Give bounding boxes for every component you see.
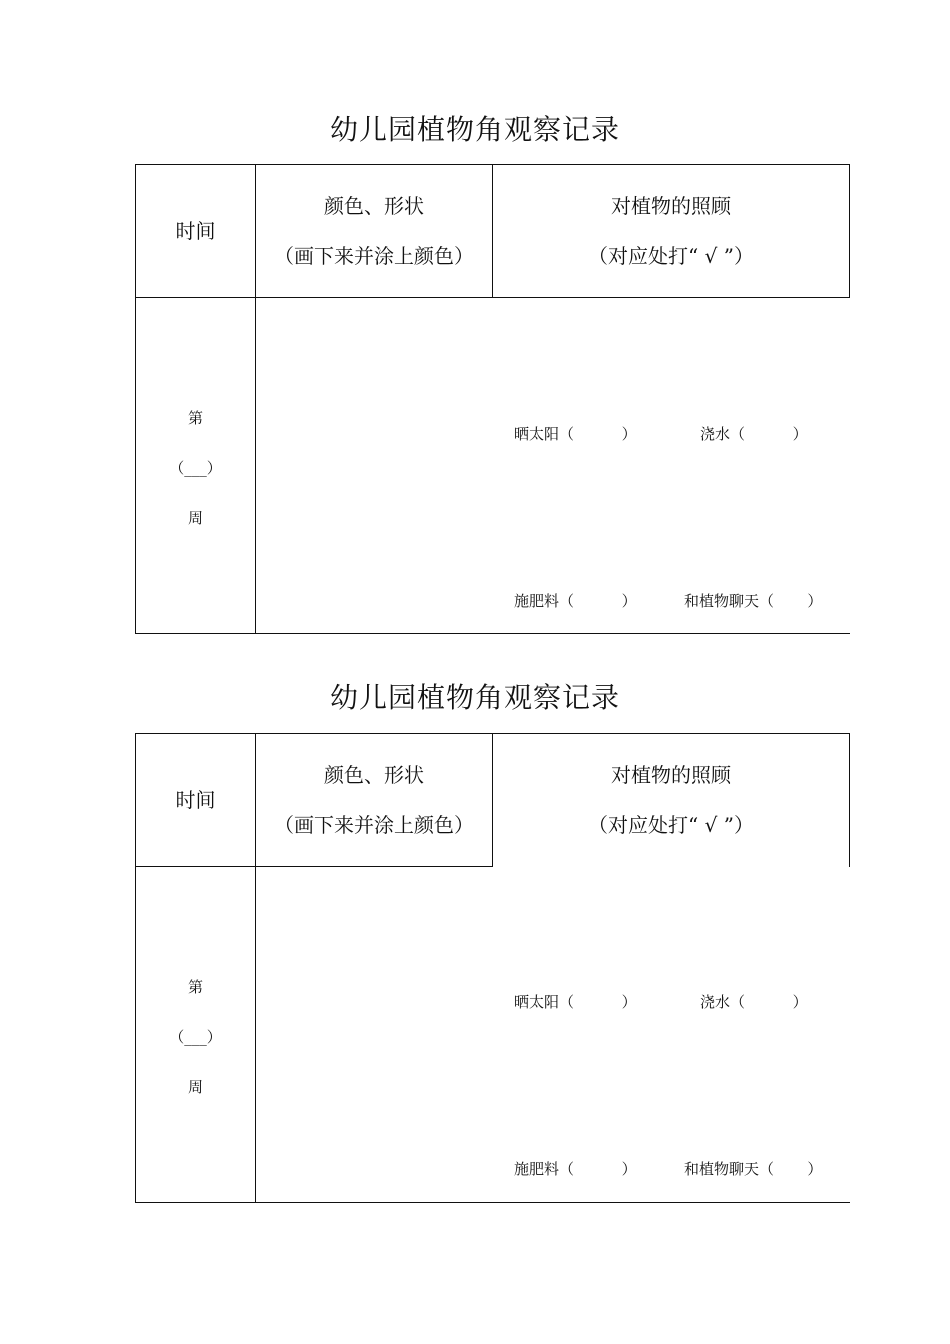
week-suffix: 周 [187,509,203,527]
week-number-blank[interactable]: （___） [169,1028,222,1046]
header-care-note: （对应处打“ √ ”） [588,244,754,268]
care-item-fertilize[interactable]: 施肥料（ ） [514,1160,637,1178]
header-care: 对植物的照顾 [611,194,731,218]
care-item-talk[interactable]: 和植物聊天（ ） [684,1160,823,1178]
header-time: 时间 [175,219,216,243]
care-item-sun[interactable]: 晒太阳（ ） [514,993,637,1011]
header-color-shape-note: （画下来并涂上颜色） [274,244,474,268]
table-border-right [849,733,850,867]
header-color-shape: 颜色、形状 [324,194,424,218]
form-title: 幼儿园植物角观察记录 [329,681,620,714]
table-border-bottom [135,1202,850,1203]
header-color-shape-note: （画下来并涂上颜色） [274,813,474,837]
table-border-bottom [135,633,850,634]
care-item-water[interactable]: 浇水（ ） [700,993,808,1011]
table-border-right [849,164,850,298]
header-care: 对植物的照顾 [611,763,731,787]
week-prefix: 第 [187,978,203,996]
header-color-shape: 颜色、形状 [324,763,424,787]
week-suffix: 周 [187,1078,203,1096]
week-prefix: 第 [187,409,203,427]
table-column-divider [492,733,493,867]
care-item-talk[interactable]: 和植物聊天（ ） [684,592,823,610]
drawing-area[interactable] [256,298,492,633]
form-title: 幼儿园植物角观察记录 [329,113,620,146]
table-column-divider [492,164,493,298]
header-time: 时间 [175,788,216,812]
drawing-area[interactable] [256,867,492,1202]
week-number-blank[interactable]: （___） [169,459,222,477]
care-item-sun[interactable]: 晒太阳（ ） [514,425,637,443]
header-care-note: （对应处打“ √ ”） [588,813,754,837]
care-item-water[interactable]: 浇水（ ） [700,425,808,443]
care-item-fertilize[interactable]: 施肥料（ ） [514,592,637,610]
